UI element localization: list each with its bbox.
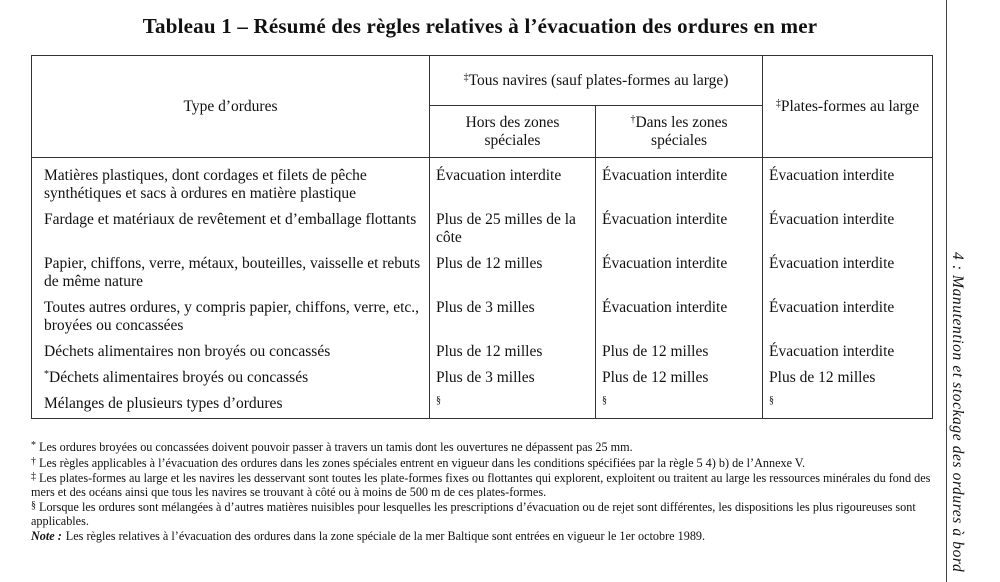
cell-platforms: Évacuation interdite [763,158,933,208]
cell-outside: Plus de 3 milles [430,365,596,391]
footnote-text: Les règles applicables à l’évacuation des ordures dans les zones spéciales entrent en vigueur dans les conditions spécifiées par la règle 5 4) b) de l’Annexe V. [39,455,806,470]
waste-type-text: Papier, chiffons, verre, métaux, bouteilles, vaisselle et rebuts de même nature [44,255,421,290]
header-inside-mark: † [630,113,636,125]
header-inside-label: Dans les zones spéciales [635,113,728,149]
footnote-text: Les plates-formes au large et les navires les desservant sont toutes les plate-formes fixes ou flottantes qui explorent, exploitent ou traitent au large les ressources minérales du fond des mers et des océans ainsi que tous les navires se trouvant à côté ou à moins de 500 m de ces plates-formes. [31,471,931,499]
cell-waste-type [32,158,430,208]
footnote-text: Lorsque les ordures sont mélangées à d’autres matières nuisibles pour lesquelles les prescriptions d’évacuation ou de rejet sont différentes, les dispositions les plus rigoureuses sont applicables. [31,500,916,528]
footnote [31,472,931,499]
table-row [32,251,933,295]
cell-outside: Plus de 3 milles [430,295,596,339]
cell-waste-type [32,391,430,419]
table-row [32,295,933,339]
margin-rule [946,0,947,582]
cell-inside: Plus de 12 milles [596,365,763,391]
header-all-ships [430,56,763,106]
note-text: Les règles relatives à l’évacuation des ordures dans la zone spéciale de la mer Baltique sont entrées en vigueur le 1er octobre 1989. [65,529,706,543]
row-mark: * [44,369,49,380]
cell-platforms: Évacuation interdite [763,339,933,365]
chapter-side-label: 4 : Manutention et stockage des ordures à bord [949,252,966,573]
cell-platforms [763,391,933,419]
cell-platforms: Évacuation interdite [763,207,933,251]
waste-type-text: Toutes autres ordures, y compris papier, chiffons, verre, etc., broyées ou concassées [44,299,420,334]
header-all-ships-mark: ‡ [463,71,469,83]
cell-platforms: Évacuation interdite [763,295,933,339]
header-inside-special-areas [596,106,763,158]
footnote-mark: * [31,440,36,451]
footnotes [31,441,931,546]
cell-waste-type [32,251,430,295]
cell-platforms: Plus de 12 milles [763,365,933,391]
footnote-text: Les ordures broyées ou concassées doivent pouvoir passer à travers un tamis dont les ouvertures ne dépassent pas 25 mm. [39,440,633,454]
note [31,530,931,544]
cell-outside: Plus de 12 milles [430,339,596,365]
table-title: Tableau 1 – Résumé des règles relatives à l’évacuation des ordures en mer [142,14,818,38]
disposal-rules-table [31,55,933,419]
cell-outside: Évacuation interdite [430,158,596,208]
header-platforms-mark: ‡ [775,97,781,109]
section-mark: § [602,395,607,406]
cell-inside [596,391,763,419]
cell-waste-type [32,365,430,391]
footnote-mark: § [31,500,36,511]
cell-inside: Évacuation interdite [596,207,763,251]
waste-type-text: Fardage et matériaux de revêtement et d’emballage flottants [44,211,417,228]
header-all-ships-label: Tous navires (sauf plates-formes au large) [468,71,729,89]
footnote-mark: ‡ [31,471,36,482]
section-mark: § [436,395,441,406]
cell-inside: Évacuation interdite [596,295,763,339]
cell-waste-type [32,295,430,339]
header-platforms-label: Plates-formes au large [780,97,920,115]
cell-inside: Plus de 12 milles [596,339,763,365]
footnote [31,441,931,455]
cell-outside [430,391,596,419]
cell-outside: Plus de 12 milles [430,251,596,295]
footnote [31,501,931,528]
header-waste-type: Type d’ordures [32,56,430,158]
table-row [32,158,933,208]
table-row [32,391,933,419]
cell-inside: Évacuation interdite [596,251,763,295]
header-platforms [763,56,933,158]
cell-waste-type [32,207,430,251]
footnote [31,457,931,471]
waste-type-text: Déchets alimentaires non broyés ou concassés [44,343,331,360]
table-row [32,207,933,251]
waste-type-text: Matières plastiques, dont cordages et filets de pêche synthétiques et sacs à ordures en matière plastique [44,167,367,202]
table-row [32,365,933,391]
section-mark: § [769,395,775,406]
waste-type-text: Mélanges de plusieurs types d’ordures [44,395,283,412]
cell-outside: Plus de 25 milles de la côte [430,207,596,251]
note-label: Note : [31,529,62,543]
cell-platforms: Évacuation interdite [763,251,933,295]
footnote-mark: † [31,455,36,467]
header-outside-special-areas: Hors des zones spéciales [430,106,596,158]
table-row [32,339,933,365]
waste-type-text: Déchets alimentaires broyés ou concassés [49,369,309,386]
cell-waste-type [32,339,430,365]
cell-inside: Évacuation interdite [596,158,763,208]
